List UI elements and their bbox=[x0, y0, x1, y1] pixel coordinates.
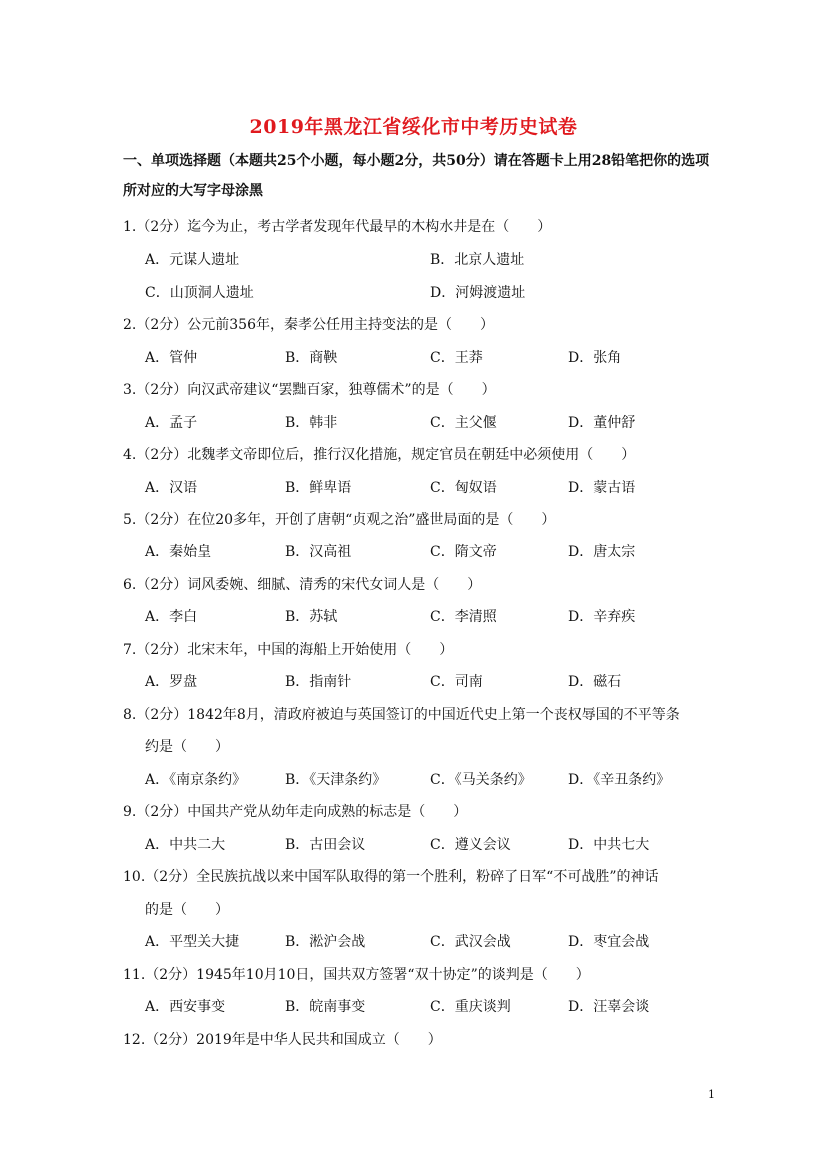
question-1-option-a: A．元谋人遗址 bbox=[145, 252, 240, 268]
question-11-option-c: C．重庆谈判 bbox=[430, 999, 511, 1015]
question-3-option-a: A．孟子 bbox=[145, 415, 198, 431]
question-5-option-d: D．唐太宗 bbox=[568, 544, 636, 560]
question-4-stem: 4.（2分）北魏孝文帝即位后，推行汉化措施，规定官员在朝廷中必须使用（ ） bbox=[123, 447, 636, 463]
question-4-option-a: A．汉语 bbox=[145, 480, 198, 496]
question-8-option-b: B．《天津条约》 bbox=[285, 772, 387, 788]
question-2-option-d: D．张角 bbox=[568, 350, 622, 366]
question-5-option-a: A．秦始皇 bbox=[145, 544, 212, 560]
question-7-option-c: C．司南 bbox=[430, 674, 483, 690]
question-5-stem: 5.（2分）在位20多年，开创了唐朝“贞观之治”盛世局面的是（ ） bbox=[123, 512, 556, 528]
question-4-option-c: C．匈奴语 bbox=[430, 480, 497, 496]
question-6-stem: 6.（2分）词风委婉、细腻、清秀的宋代女词人是（ ） bbox=[123, 577, 482, 593]
question-10-option-d: D．枣宜会战 bbox=[568, 934, 650, 950]
question-1-option-b: B．北京人遗址 bbox=[430, 252, 525, 268]
question-8-option-c: C．《马关条约》 bbox=[430, 772, 532, 788]
question-5-option-c: C．隋文帝 bbox=[430, 544, 497, 560]
question-9-option-c: C．遵义会议 bbox=[430, 837, 511, 853]
question-10-option-a: A．平型关大捷 bbox=[145, 934, 240, 950]
question-10-stem: 10.（2分）全民族抗战以来中国军队取得的第一个胜利，粉碎了日军“不可战胜”的神话 bbox=[123, 869, 659, 885]
question-11-stem: 11.（2分）1945年10月10日，国共双方签署“双十协定”的谈判是（ ） bbox=[123, 967, 590, 983]
question-2-stem: 2.（2分）公元前356年，秦孝公任用主持变法的是（ ） bbox=[123, 317, 494, 333]
question-7-option-a: A．罗盘 bbox=[145, 674, 198, 690]
question-8-stem-continued: 约是（ ） bbox=[145, 739, 229, 755]
question-1-stem: 1.（2分）迄今为止，考古学者发现年代最早的木构水井是在（ ） bbox=[123, 219, 552, 235]
question-6-option-d: D．辛弃疾 bbox=[568, 609, 636, 625]
question-11-option-b: B．皖南事变 bbox=[285, 999, 366, 1015]
question-3-option-c: C．主父偃 bbox=[430, 415, 497, 431]
question-7-option-d: D．磁石 bbox=[568, 674, 622, 690]
question-9-option-b: B．古田会议 bbox=[285, 837, 366, 853]
question-8-option-a: A．《南京条约》 bbox=[145, 772, 247, 788]
question-6-option-b: B．苏轼 bbox=[285, 609, 338, 625]
question-10-option-c: C．武汉会战 bbox=[430, 934, 511, 950]
question-7-stem: 7.（2分）北宋末年，中国的海船上开始使用（ ） bbox=[123, 642, 454, 658]
question-2-option-b: B．商鞅 bbox=[285, 350, 338, 366]
question-8-stem: 8.（2分）1842年8月，清政府被迫与英国签订的中国近代史上第一个丧权辱国的不平等条 bbox=[123, 707, 680, 723]
question-4-option-b: B．鲜卑语 bbox=[285, 480, 352, 496]
question-5-option-b: B．汉高祖 bbox=[285, 544, 352, 560]
question-9-option-a: A．中共二大 bbox=[145, 837, 226, 853]
question-12-stem: 12.（2分）2019年是中华人民共和国成立（ ） bbox=[123, 1032, 442, 1048]
question-2-option-c: C．王莽 bbox=[430, 350, 483, 366]
question-6-option-a: A．李白 bbox=[145, 609, 198, 625]
section-heading: 一、单项选择题（本题共25个小题，每小题2分，共50分）请在答题卡上用28铅笔把你的选项所对应的大写字母涂黑 bbox=[123, 153, 710, 199]
question-7-option-b: B．指南针 bbox=[285, 674, 352, 690]
question-1-option-d: D．河姆渡遗址 bbox=[430, 285, 526, 301]
question-8-option-d: D．《辛丑条约》 bbox=[568, 772, 671, 788]
question-10-option-b: B．淞沪会战 bbox=[285, 934, 366, 950]
question-6-option-c: C．李清照 bbox=[430, 609, 497, 625]
question-11-option-d: D．汪辜会谈 bbox=[568, 999, 650, 1015]
question-3-stem: 3.（2分）向汉武帝建议“罢黜百家，独尊儒术”的是（ ） bbox=[123, 382, 496, 398]
question-1-option-c: C．山顶洞人遗址 bbox=[145, 285, 254, 301]
question-2-option-a: A．管仲 bbox=[145, 350, 198, 366]
page-title: 2019年黑龙江省绥化市中考历史试卷 bbox=[249, 116, 578, 138]
question-9-option-d: D．中共七大 bbox=[568, 837, 650, 853]
question-9-stem: 9.（2分）中国共产党从幼年走向成熟的标志是（ ） bbox=[123, 804, 468, 820]
page-number: 1 bbox=[708, 1088, 715, 1101]
question-4-option-d: D．蒙古语 bbox=[568, 480, 636, 496]
question-3-option-d: D．董仲舒 bbox=[568, 415, 636, 431]
question-3-option-b: B．韩非 bbox=[285, 415, 338, 431]
question-11-option-a: A．西安事变 bbox=[145, 999, 226, 1015]
question-10-stem-continued: 的是（ ） bbox=[145, 902, 229, 918]
